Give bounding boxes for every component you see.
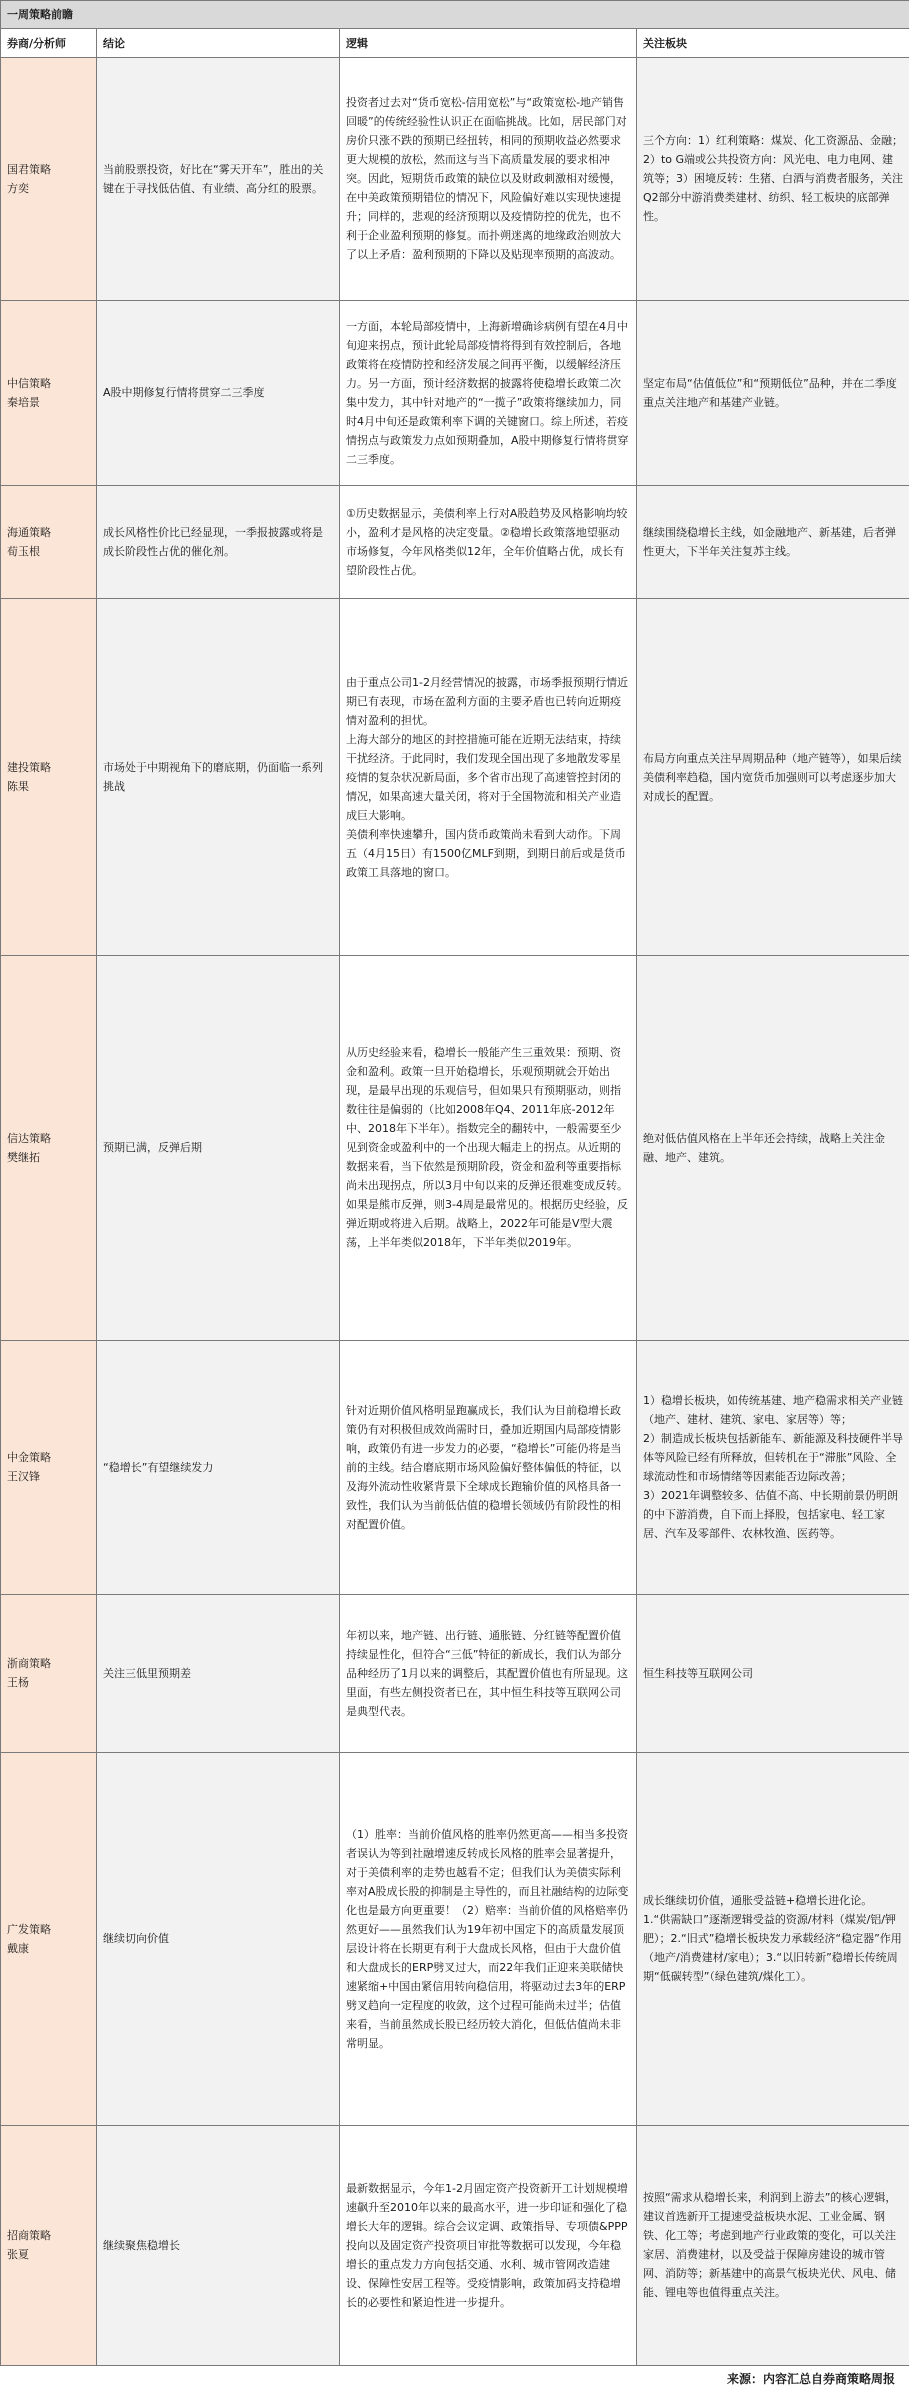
sectors-cell: 布局方向重点关注早周期品种（地产链等），如果后续美债利率趋稳，国内宽货币加强则可以考虑逐步加大对成长的配置。 (637, 599, 909, 956)
firm-cell (1, 2125, 97, 2365)
analyst-name: 张夏 (7, 2248, 29, 2262)
table-row (1, 2125, 909, 2365)
logic-cell: 投资者过去对“货币宽松-信用宽松”与“政策宽松-地产销售回暖”的传统经验性认识正在面临挑战。比如，居民部门对房价只涨不跌的预期已经扭转，相同的预期收益必然要求更大规模的放松，然而这与当下高质量发展的要求相冲突。因此，短期货币政策的缺位以及财政刺激相对缓慢，在中美政策预期错位的情况下，风险偏好难以实现快速提升；同样的，悲观的经济预期以及疫情防控的优先，也不利于企业盈利预期的修复。而扑朔迷离的地缘政治则放大了以上矛盾：盈利预期的下降以及贴现率预期的高波动。 (340, 58, 637, 301)
table-row (1, 1594, 909, 1752)
table-row (1, 599, 909, 956)
header-row (1, 29, 909, 58)
logic-cell: 年初以来，地产链、出行链、通胀链、分红链等配置价值持续显性化，但符合“三低”特征的新成长，我们认为部分品种经历了1月以来的调整后，其配置价值也有所显现。这里面，有些左侧投资者已在，其中恒生科技等互联网公司是典型代表。 (340, 1594, 637, 1752)
logic-cell: 由于重点公司1-2月经营情况的披露，市场季报预期行情近期已有表现，市场在盈利方面的主要矛盾也已转向近期疫情对盈利的担忧。 上海大部分的地区的封控措施可能在近期无法结束，持续干扰经济。于此同时，我们发现全国出现了多地散发零星疫情的复杂状况新局面，多个省市出现了高速管控封闭的情况，如果高速大量关闭，将对于全国物流和相关产业造成巨大影响。 美债利率快速攀升，国内货币政策尚未看到大动作。下周五（4月15日）有1500亿MLF到期，到期日前后或是货币政策工具落地的窗口。 (340, 599, 637, 956)
logic-cell: 最新数据显示，今年1-2月固定资产投资新开工计划规模增速飙升至2010年以来的最高水平，进一步印证和强化了稳增长大年的逻辑。综合会议定调、政策指导、专项债&PPP投向以及固定资产投资项目审批等数据可以发现，今年稳增长的重点发力方向包括交通、水利、城市管网改造建设、保障性安居工程等。受疫情影响，政策加码支持稳增长的必要性和紧迫性进一步提升。 (340, 2125, 637, 2365)
table-row (1, 1340, 909, 1594)
firm-cell (1, 58, 97, 301)
sectors-cell: 三个方向：1）红利策略：煤炭、化工资源品、金融；2）to G端或公共投资方向：风光电、电力电网、建筑等；3）困境反转：生猪、白酒与消费者服务，关注Q2部分中游消费类建材、纺织、轻工板块的底部弹性。 (637, 58, 909, 301)
firm-cell (1, 1752, 97, 2125)
logic-cell: （1）胜率：当前价值风格的胜率仍然更高——相当多投资者误认为等到社融增速反转成长风格的胜率会显著提升，对于美债利率的走势也越看不定；但我们认为美债实际利率对A股成长股的抑制是主导性的，而且社融结构的边际变化也是最方向更重要！（2）赔率：当前价值的风格赔率仍然更好——虽然我们认为19年初中国定下的高质量发展顶层设计将在长期更有利于大盘成长风格，但由于大盘价值和大盘成长的ERP劈叉过大，而22年我们正迎来美联储快速紧缩+中国由紧信用转向稳信用，将驱动过去3年的ERP劈叉趋向一定程度的收敛，这个过程可能尚未过半；估值来看，当前虽然成长股已经历较大消化，但低估值尚未非常明显。 (340, 1752, 637, 2125)
firm-name: 海通策略 (7, 526, 51, 540)
header-logic: 逻辑 (340, 29, 637, 58)
logic-cell: ①历史数据显示，美债利率上行对A股趋势及风格影响均较小，盈利才是风格的决定变量。②稳增长政策落地望驱动市场修复，今年风格类似12年，全年价值略占优，成长有望阶段性占优。 (340, 485, 637, 598)
conclusion-cell: 关注三低里预期差 (97, 1594, 340, 1752)
analyst-name: 樊继拓 (7, 1150, 40, 1164)
table-title: 一周策略前瞻 (1, 1, 909, 29)
logic-cell: 针对近期价值风格明显跑赢成长，我们认为目前稳增长政策仍有对积极但成效尚需时日，叠加近期国内局部疫情影响，政策仍有进一步发力的必要，“稳增长”可能仍将是当前的主线。结合磨底期市场风险偏好整体偏低的特征，以及海外流动性收紧背景下全球成长跑输价值的风格具备一致性，我们认为当前低估值的稳增长领域仍有阶段性的相对配置价值。 (340, 1340, 637, 1594)
sectors-cell: 1）稳增长板块，如传统基建、地产稳需求相关产业链（地产、建材、建筑、家电、家居等）等； 2）制造成长板块包括新能车、新能源及科技硬件半导体等风险已经有所释放，但转机在于“滞胀”风险、全球流动性和市场情绪等因素能否边际改善； 3）2021年调整较多、估值不高、中长期前景仍明朗的中下游消费，自下而上择股，包括家电、轻工家居、汽车及零部件、农林牧渔、医药等。 (637, 1340, 909, 1594)
sectors-cell: 按照“需求从稳增长来，利润到上游去”的核心逻辑，建议首选新开工提速受益板块水泥、工业金属、钢铁、化工等；考虑到地产行业政策的变化，可以关注家居、消费建材，以及受益于保障房建设的城市管网、消防等；新基建中的高景气板块光伏、风电、储能、锂电等也值得重点关注。 (637, 2125, 909, 2365)
sectors-cell: 恒生科技等互联网公司 (637, 1594, 909, 1752)
conclusion-cell: 继续聚焦稳增长 (97, 2125, 340, 2365)
header-firm: 券商/分析师 (1, 29, 97, 58)
title-row (1, 1, 909, 29)
analyst-name: 陈果 (7, 780, 29, 794)
analyst-name: 荀玉根 (7, 545, 40, 559)
logic-cell: 一方面，本轮局部疫情中，上海新增确诊病例有望在4月中旬迎来拐点，预计此轮局部疫情将得到有效控制后，各地政策将在疫情防控和经济发展之间再平衡，以缓解经济压力。另一方面，预计经济数据的披露将使稳增长政策二次集中发力，其中针对地产的“一揽子”政策将继续加力，同时4月中旬还是政策利率下调的关键窗口。综上所述，若疫情拐点与政策发力点如预期叠加，A股中期修复行情将贯穿二三季度。 (340, 300, 637, 485)
sectors-cell: 坚定布局“估值低位”和“预期低位”品种，并在二季度重点关注地产和基建产业链。 (637, 300, 909, 485)
analyst-name: 方奕 (7, 181, 29, 195)
sectors-cell: 继续围绕稳增长主线，如金融地产、新基建，后者弹性更大，下半年关注复苏主线。 (637, 485, 909, 598)
analyst-name: 王杨 (7, 1676, 29, 1690)
logic-cell: 从历史经验来看，稳增长一般能产生三重效果：预期、资金和盈利。政策一旦开始稳增长，乐观预期就会开始出现，是最早出现的乐观信号，但如果只有预期驱动，则指数往往是偏弱的（比如2008年Q4、2011年底-2012年中、2018年下半年）。指数完全的翻转中，一般需要至少见到资金或盈利中的一个出现大幅走上的拐点。从近期的数据来看，当下依然是预期阶段，资金和盈利等重要指标尚未出现拐点，所以3月中旬以来的反弹还很难变成反转。如果是熊市反弹，则3-4周是最常见的。根据历史经验，反弹近期或将进入后期。战略上，2022年可能是V型大震荡，上半年类似2018年，下半年类似2019年。 (340, 956, 637, 1340)
sectors-cell: 绝对低估值风格在上半年还会持续，战略上关注金融、地产、建筑。 (637, 956, 909, 1340)
analyst-name: 王汉锋 (7, 1470, 40, 1484)
firm-cell (1, 300, 97, 485)
firm-name: 中信策略 (7, 376, 51, 390)
firm-cell (1, 485, 97, 598)
source-note: 来源：内容汇总自券商策略周报 (726, 2372, 895, 2386)
firm-name: 国君策略 (7, 162, 51, 176)
firm-cell (1, 1594, 97, 1752)
table-row (1, 1752, 909, 2125)
firm-name: 建投策略 (7, 761, 51, 775)
firm-name: 浙商策略 (7, 1657, 51, 1671)
sectors-cell: 成长继续切价值，通胀受益链+稳增长进化论。 1.“供需缺口”逐渐逻辑受益的资源/材料（煤炭/铝/钾肥）；2.“旧式”稳增长板块发力承载经济“稳定器”作用（地产/消费建材/家电）；3.“以旧转新”稳增长传统周期“低碳转型”（绿色建筑/煤化工）。 (637, 1752, 909, 2125)
table-row (1, 300, 909, 485)
firm-name: 中金策略 (7, 1451, 51, 1465)
table-row (1, 485, 909, 598)
conclusion-cell: 市场处于中期视角下的磨底期，仍面临一系列挑战 (97, 599, 340, 956)
firm-name: 信达策略 (7, 1131, 51, 1145)
conclusion-cell: “稳增长”有望继续发力 (97, 1340, 340, 1594)
header-sectors: 关注板块 (637, 29, 909, 58)
conclusion-cell: 当前股票投资，好比在“雾天开车”，胜出的关键在于寻找低估值、有业绩、高分红的股票。 (97, 58, 340, 301)
analyst-name: 戴康 (7, 1941, 29, 1955)
analyst-name: 秦培景 (7, 395, 40, 409)
table-row (1, 956, 909, 1340)
conclusion-cell: 预期已满，反弹后期 (97, 956, 340, 1340)
table-row (1, 58, 909, 301)
firm-name: 招商策略 (7, 2229, 51, 2243)
firm-cell (1, 599, 97, 956)
firm-cell (1, 956, 97, 1340)
conclusion-cell: 成长风格性价比已经显现，一季报披露或将是成长阶段性占优的催化剂。 (97, 485, 340, 598)
conclusion-cell: 继续切向价值 (97, 1752, 340, 2125)
firm-cell (1, 1340, 97, 1594)
header-conclusion: 结论 (97, 29, 340, 58)
firm-name: 广发策略 (7, 1922, 51, 1936)
conclusion-cell: A股中期修复行情将贯穿二三季度 (97, 300, 340, 485)
